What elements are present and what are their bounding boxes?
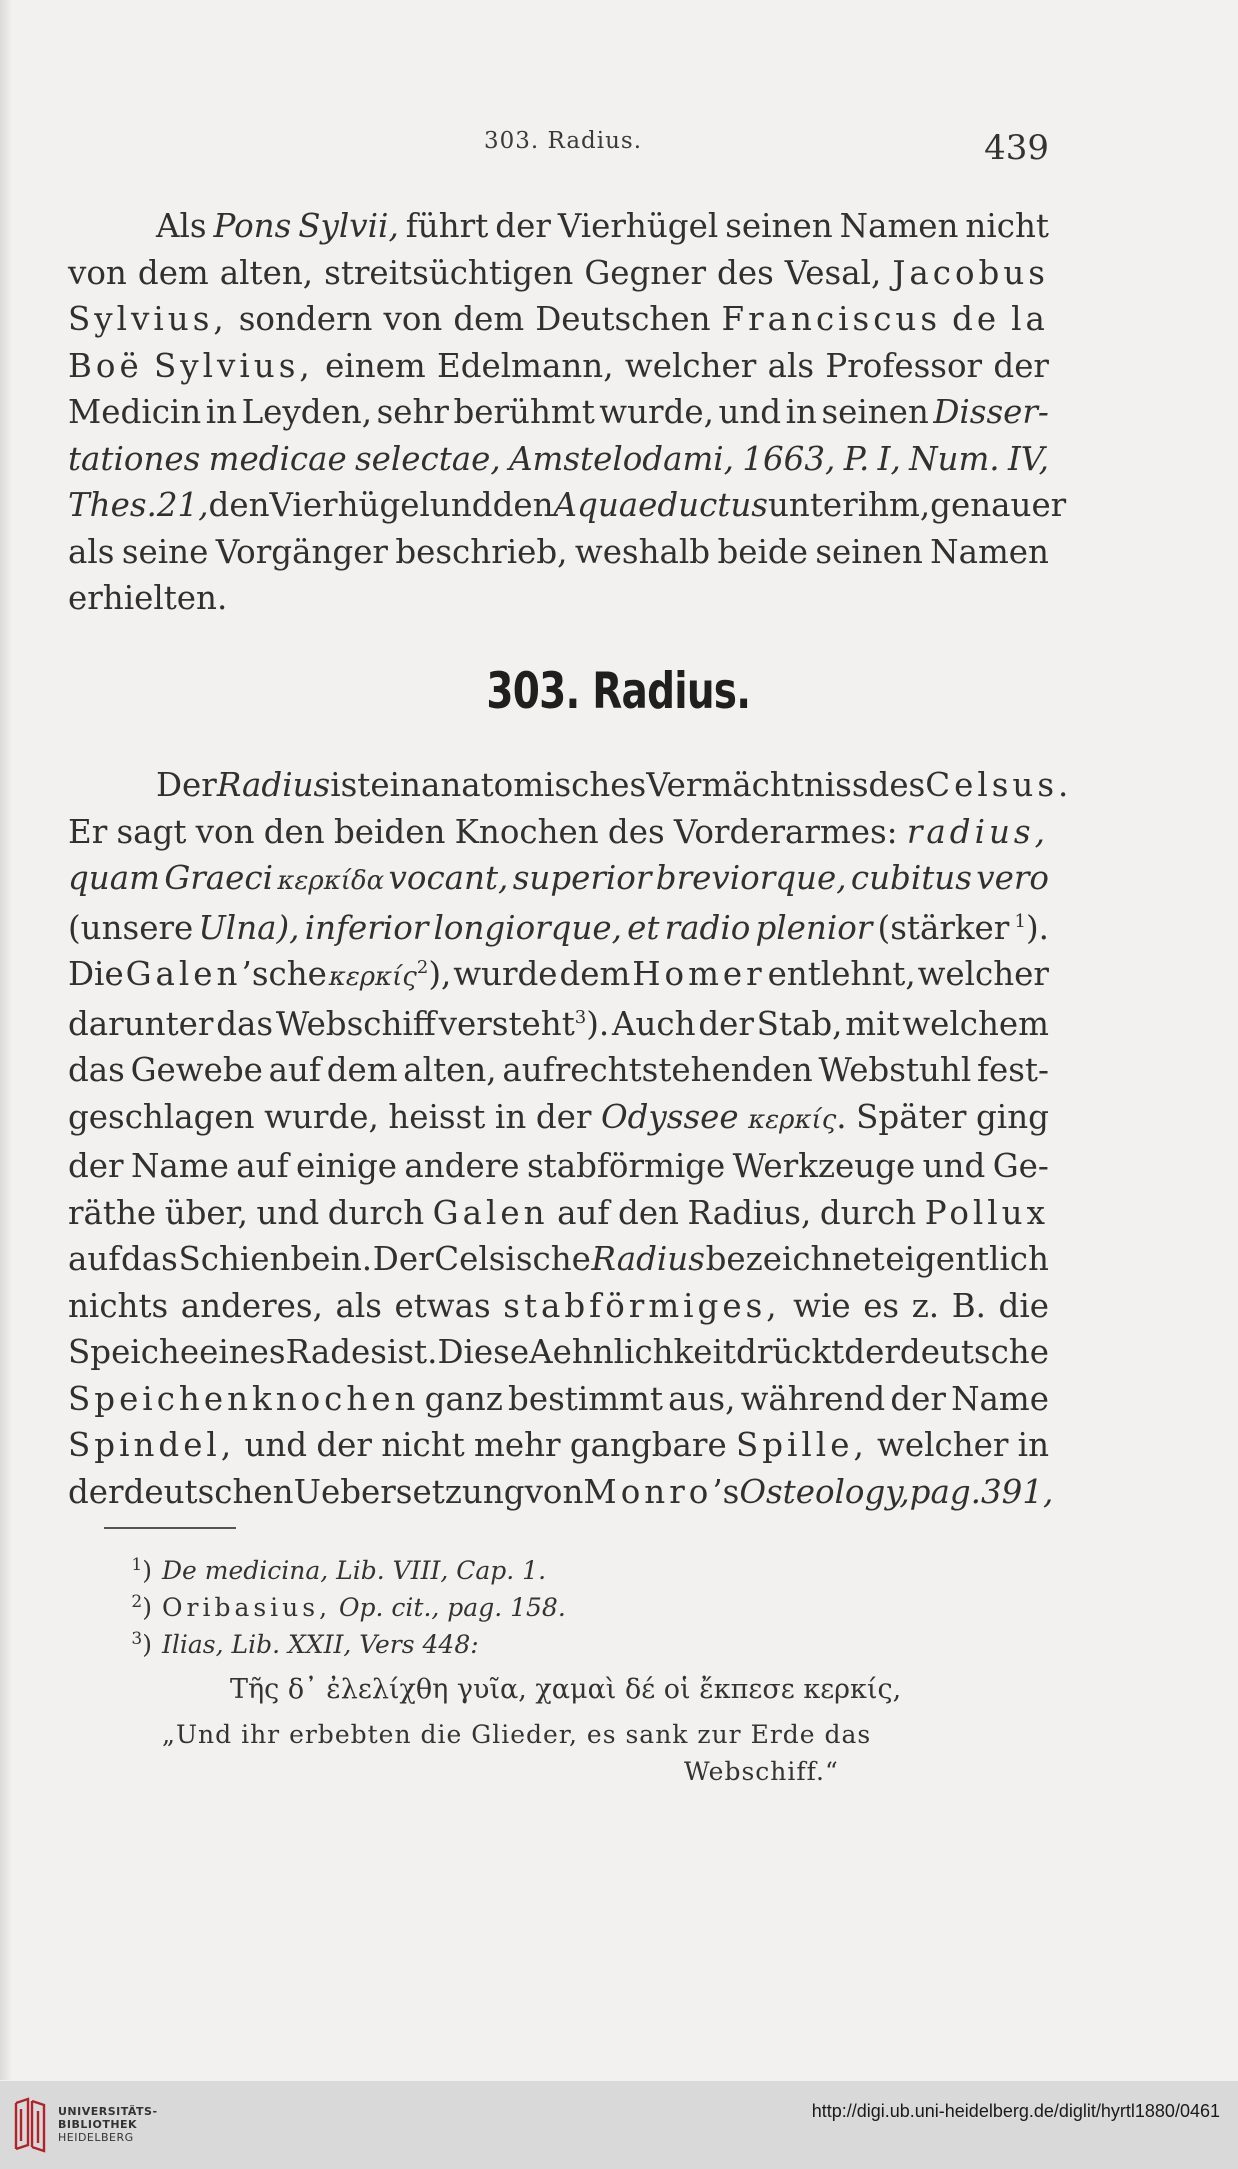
text-line: auf das Schienbein. Der Celsische Radius bezeichnet eigentlich — [68, 1240, 1049, 1278]
german-verse-line-2: Webschiff.“ — [684, 1757, 839, 1786]
footnote: $^2$) Oribasius, Op. cit., pag. 158. — [131, 1592, 566, 1622]
greek-verse-quote: Τῆς δ᾽ ἐλελίχθη γυῖα, χαμαὶ δέ οἱ ἔκπεσε κερκίς, — [230, 1674, 902, 1705]
footnote-divider — [104, 1527, 236, 1529]
text-line: quam Graeci κερκίδα vocant, superior breviorque, cubitus vero — [68, 859, 1049, 897]
text-line: darunter das Webschiff versteht$^3$). Auch der Stab, mit welchem — [68, 1004, 1049, 1043]
footnotes — [104, 1552, 1004, 1790]
text-line: Die Galen’sche κερκίς$^2$), wurde dem Homer entlehnt, welcher — [68, 955, 1049, 993]
text-line: nichts anderes, als etwas stabförmiges, wie es z. B. die — [68, 1286, 1049, 1325]
page-number: 439 — [984, 128, 1049, 168]
library-name: UNIVERSITÄTS- BIBLIOTHEK HEIDELBERG — [58, 2105, 158, 2144]
text-line: Boë Sylvius, einem Edelmann, welcher als Professor der — [68, 346, 1049, 385]
source-url-link[interactable]: http://digi.ub.uni-heidelberg.de/diglit/hyrtl1880/0461 — [811, 2101, 1220, 2121]
text-line: geschlagen wurde, heisst in der Odyssee κερκίς. Später ging — [68, 1097, 1049, 1136]
text-line: das Gewebe auf dem alten, aufrechtstehenden Webstuhl fest- — [68, 1051, 1049, 1089]
german-verse-line-1: „Und ihr erbebten die Glieder, es sank zur Erde das — [162, 1720, 872, 1749]
section-title: 303. Radius. — [486, 662, 751, 720]
text-line: Speichenknochen ganz bestimmt aus, während der Name — [68, 1379, 1049, 1418]
text-line: erhielten. — [68, 579, 228, 617]
text-line: Medicin in Leyden, sehr berühmt wurde, und in seinen Disser- — [68, 393, 1049, 431]
text-line: Thes. 21, den Vierhügel und den Aquaeductus unter ihm, genauer — [68, 486, 1067, 524]
text-line: Speiche eines Rades ist. Diese Aehnlichkeit drückt der deutsche — [68, 1333, 1049, 1371]
running-head: 303. Radius. — [483, 128, 643, 154]
text-line: räthe über, und durch Galen auf den Radius, durch Pollux — [68, 1193, 1049, 1232]
footnote: $^1$) De medicina, Lib. VIII, Cap. 1. — [131, 1555, 547, 1585]
page-edge — [0, 0, 12, 2080]
paragraph-pons-sylvii — [68, 203, 1067, 622]
library-logo-icon — [12, 2095, 50, 2155]
text-line: von dem alten, streitsüchtigen Gegner des Vesal, Jacobus — [68, 253, 1049, 292]
paragraph-radius — [68, 762, 1073, 1515]
text-line: Der Radius ist ein anatomisches Vermächtniss des Celsus. — [156, 766, 1073, 804]
text-line: der Name auf einige andere stabförmige Werkzeuge und Ge- — [68, 1147, 1049, 1185]
footnote: $^3$) Ilias, Lib. XXII, Vers 448: — [131, 1629, 479, 1659]
text-line: Sylvius, sondern von dem Deutschen Franciscus de la — [68, 300, 1049, 338]
text-line: als seine Vorgänger beschrieb, weshalb beide seinen Namen — [68, 532, 1049, 571]
footer-bar — [0, 2081, 1238, 2169]
text-line: Er sagt von den beiden Knochen des Vorderarmes: radius, — [68, 812, 1049, 851]
text-line: Als Pons Sylvii, führt der Vierhügel seinen Namen nicht — [156, 207, 1049, 245]
text-line: tationes medicae selectae, Amstelodami, 1663, P. I, Num. IV, — [68, 439, 1049, 478]
text-line: (unsere Ulna), inferior longiorque, et radio plenior (stärker $^1$). — [68, 908, 1049, 947]
text-line: der deutschen Uebersetzung von Monro’s Osteology, pag. 391, — [68, 1472, 1054, 1511]
text-line: Spindel, und der nicht mehr gangbare Spille, welcher in — [68, 1426, 1049, 1464]
